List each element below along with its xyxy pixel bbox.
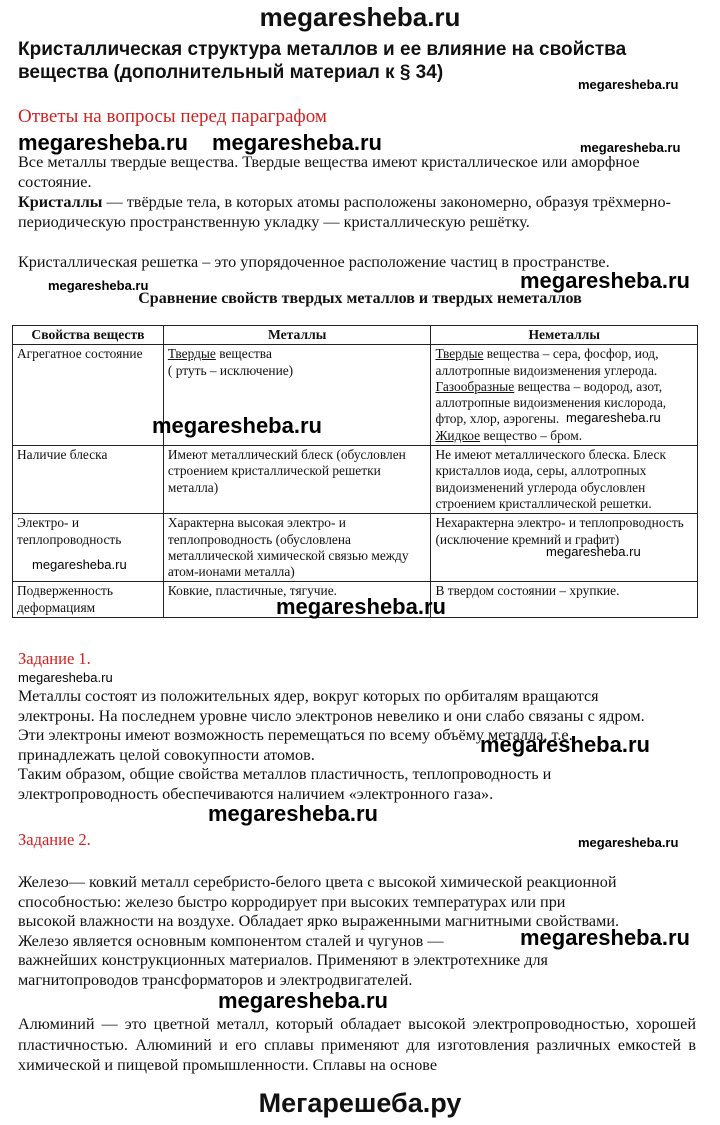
- underlined-term: Газообразные: [435, 378, 515, 394]
- text-line: магнитопроводов трансформаторов и электродвигателей.: [18, 970, 413, 989]
- site-footer[interactable]: Мегарешеба.ру: [258, 1088, 462, 1118]
- metals-cell: Характерна высокая электро- и теплопроводность (обусловлена металлической химической связью между атом-ионами металла): [163, 514, 431, 582]
- text-line: важнейших конструкционных материалов. Применяют в электротехнике для: [18, 951, 548, 969]
- nonmetals-cell: Не имеют металлического блеска. Блеск кристаллов иода, серы, аллотропных видоизменений углерода обусловлен строением кристаллической решетки.: [431, 446, 698, 514]
- task2-heading: Задание 2.: [18, 830, 91, 849]
- underlined-term: Жидкое: [435, 427, 481, 443]
- property-cell: Агрегатное состояние: [13, 345, 164, 446]
- text-line: Эти электроны имеют возможность перемещаться по всему объёму металла, т.е.: [18, 726, 573, 744]
- table-row: [13, 446, 698, 514]
- crystal-term: Кристаллы: [18, 193, 103, 211]
- watermark[interactable]: megaresheba.ru: [32, 557, 127, 572]
- metals-cell: Имеют металлический блеск (обусловлен строением кристаллической решетки металла): [163, 446, 431, 514]
- property-cell: Подверженность деформациям: [13, 582, 164, 618]
- watermark[interactable]: megaresheba.ru: [276, 594, 446, 619]
- crystal-definition: [18, 193, 698, 232]
- watermark[interactable]: megaresheba.ru: [18, 130, 188, 155]
- watermark[interactable]: megaresheba.ru: [48, 278, 149, 293]
- metal-note: ( ртуть – исключение): [167, 362, 294, 378]
- table-title: Сравнение свойств твердых металлов и твердых неметаллов: [138, 290, 582, 307]
- text-line: Таким образом, общие свойства металлов пластичность, теплопроводность и: [18, 765, 552, 783]
- watermark[interactable]: megaresheba.ru: [578, 835, 679, 850]
- metals-cell: Ковкие, пластичные, тягучие.: [163, 582, 431, 618]
- property-cell: Электро- и теплопроводность: [13, 514, 164, 582]
- aluminium-paragraph: Алюминий — это цветной металл, который обладает высокой электропроводностью, хорошей пластичностью. Алюминий и его сплавы применяют для изготовления различных емкостей в химической и пищевой промышленности. Сплавы на основе: [18, 1015, 696, 1074]
- nonmetal-text: вещество – бром.: [480, 427, 583, 443]
- header-metals: Металлы: [163, 326, 431, 345]
- nonmetal-text: вещества – сера, фосфор, иод, аллотропные видоизменения углерода.: [435, 346, 659, 378]
- intro-paragraph: Все металлы твердые вещества. Твердые вещества имеют кристаллическое или аморфное состояние.: [18, 153, 640, 191]
- task1-heading: Задание 1.: [18, 649, 91, 668]
- text-line: Металлы состоят из положительных ядер, вокруг которых по орбиталям вращаются: [18, 687, 599, 705]
- text-line: Железо— ковкий металл серебристо-белого цвета с высокой химической реакционной: [18, 873, 617, 891]
- text-line: способностью: железо быстро корродирует при высоких температурах или при: [18, 892, 566, 911]
- table-header-row: [13, 326, 698, 345]
- text-line: Железо является основным компонентом сталей и чугунов —: [18, 931, 444, 950]
- text-line: высокой влажности на воздухе. Обладает ярко выраженными магнитными свойствами.: [18, 912, 620, 930]
- nonmetals-cell: В твердом состоянии – хрупкие.: [431, 582, 698, 618]
- header-property: Свойства веществ: [13, 326, 164, 345]
- watermark[interactable]: megaresheba.ru: [578, 77, 679, 92]
- metal-text: вещества: [215, 346, 272, 362]
- nonmetals-cell: [431, 345, 698, 446]
- nonmetals-cell: Нехарактерна электро- и теплопроводность (исключение кремний и графит): [431, 514, 698, 582]
- underlined-term: Твердые: [167, 346, 216, 362]
- watermark[interactable]: megaresheba.ru: [546, 544, 641, 559]
- comparison-table: [12, 325, 698, 618]
- watermark[interactable]: megaresheba.ru: [218, 988, 388, 1013]
- watermark[interactable]: megaresheba.ru: [566, 410, 661, 425]
- text-line: электропроводность обеспечиваются наличием «электронного газа».: [18, 784, 494, 803]
- table-row: [13, 345, 698, 446]
- watermark[interactable]: megaresheba.ru: [208, 801, 378, 826]
- nonmetal-text: вещества – водород, азот, аллотропные видоизменения кислорода, фтор, хлор, аэрогены.: [435, 378, 667, 427]
- watermark[interactable]: megaresheba.ru: [18, 670, 113, 685]
- text-line: электроны. На последнем уровне число электронов невелико и они слабо связаны с ядром.: [18, 706, 645, 725]
- page-title: Кристаллическая структура металлов и ее влияние на свойства вещества (дополнительный материал к § 34): [18, 39, 627, 83]
- answers-heading: Ответы на вопросы перед параграфом: [18, 106, 327, 127]
- lattice-definition: Кристаллическая решетка – это упорядоченное расположение частиц в пространстве.: [18, 253, 610, 271]
- property-cell: Наличие блеска: [13, 446, 164, 514]
- watermark[interactable]: megaresheba.ru: [520, 925, 690, 950]
- watermark[interactable]: megaresheba.ru: [152, 413, 322, 438]
- crystal-def-text: — твёрдые тела, в которых атомы расположены закономерно, образуя трёхмерно-периодическую пространственную укладку — кристаллическую решётку.: [18, 193, 671, 231]
- watermark[interactable]: megaresheba.ru: [212, 130, 382, 155]
- site-header[interactable]: megaresheba.ru: [259, 2, 461, 32]
- watermark[interactable]: megaresheba.ru: [580, 140, 681, 155]
- text-line: принадлежать целой совокупности атомов.: [18, 745, 315, 764]
- watermark[interactable]: megaresheba.ru: [520, 268, 690, 293]
- watermark[interactable]: megaresheba.ru: [480, 732, 650, 757]
- underlined-term: Твердые: [435, 346, 484, 362]
- header-nonmetals: Неметаллы: [431, 326, 698, 345]
